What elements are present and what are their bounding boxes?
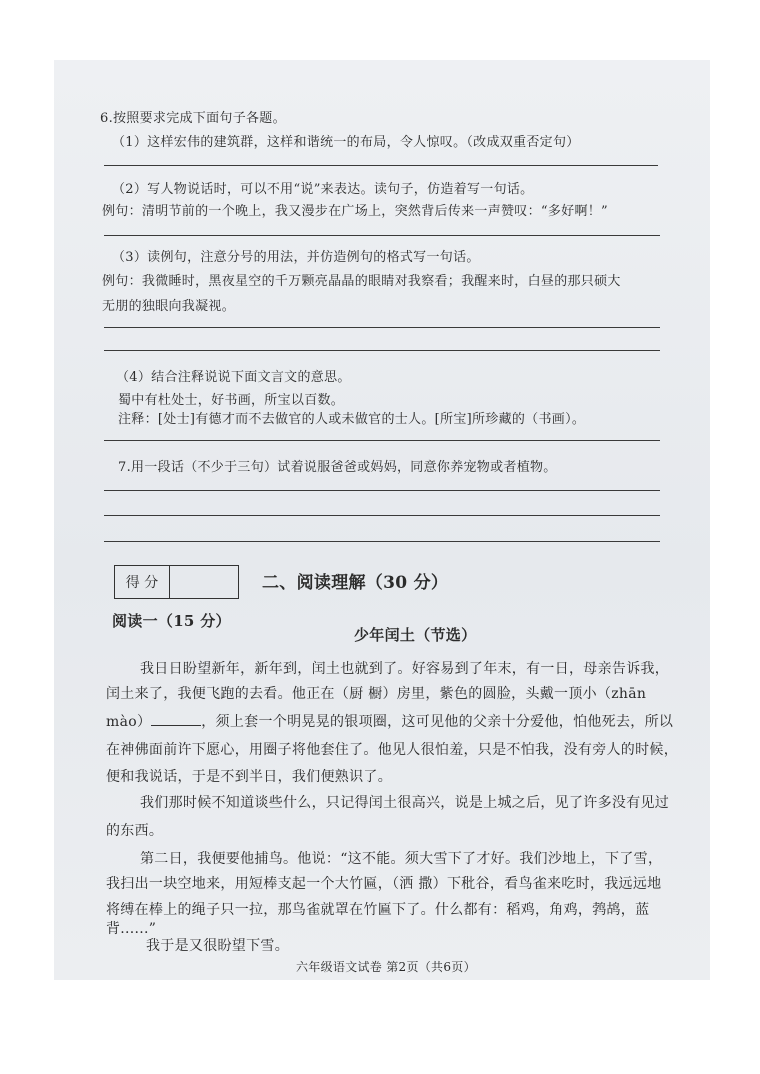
story-line: 第二日，我便要他捕鸟。他说：“这不能。须大雪下了才好。我们沙地上，下了雪， — [140, 851, 663, 867]
story-line: 我扫出一块空地来，用短棒支起一个大竹匾，（洒 撒）下秕谷，看鸟雀来吃时，我远远地 — [106, 876, 662, 892]
answer-line[interactable] — [104, 165, 658, 166]
answer-line[interactable] — [104, 515, 660, 516]
q6-sub3-example-line1: 例句：我微睡时，黑夜星空的千万颗亮晶晶的眼睛对我察看；我醒来时，白昼的那只硕大 — [102, 274, 621, 289]
q7-title: 7.用一段话（不少于三句）试着说服爸爸或妈妈，同意你养宠物或者植物。 — [118, 460, 557, 475]
fill-blank[interactable] — [151, 713, 201, 726]
q6-sub2-example: 例句：清明节前的一个晚上，我又漫步在广场上，突然背后传来一声赞叹：“多好啊！” — [102, 204, 608, 219]
q6-sub4-note: 注释：[处士]有德才而不去做官的人或未做官的士人。[所宝]所珍藏的（书画）。 — [118, 412, 586, 427]
score-box — [114, 565, 239, 599]
story-line: 闰土来了，我便飞跑的去看。他正在（厨 橱）房里，紫色的圆脸，头戴一顶小（zhān — [106, 686, 647, 702]
reading-label: 阅读一（15 分） — [112, 612, 231, 630]
story-line: 在神佛面前许下愿心，用圈子将他套住了。他见人很怕羞，只是不怕我，没有旁人的时候， — [106, 742, 678, 758]
story-line: 将缚在棒上的绳子只一拉，那鸟雀就罩在竹匾下了。什么都有：稻鸡，角鸡，鹁鸪，蓝 — [106, 902, 650, 918]
exam-paper — [54, 60, 710, 980]
q6-sub2: （2）写人物说话时，可以不用“说”来表达。读句子，仿造着写一句话。 — [112, 182, 534, 197]
answer-line[interactable] — [104, 350, 660, 351]
reading-title: 少年闰土（节选） — [354, 626, 477, 644]
story-line: 我们那时候不知道谈些什么，只记得闰土很高兴，说是上城之后，见了许多没有见过 — [140, 795, 670, 811]
score-label: 得 分 — [115, 566, 170, 598]
answer-line[interactable] — [104, 327, 660, 328]
q6-sub3: （3）读例句，注意分号的用法，并仿造例句的格式写一句话。 — [112, 250, 480, 265]
answer-line[interactable] — [104, 490, 660, 491]
section-title: 二、阅读理解（30 分） — [262, 573, 449, 593]
answer-line[interactable] — [104, 541, 660, 542]
pinyin-text: mào） — [106, 714, 152, 730]
story-line: 背......” — [106, 921, 157, 937]
q6-sub4-classical-text: 蜀中有杜处士，好书画，所宝以百数。 — [118, 393, 345, 408]
story-line: 我日日盼望新年，新年到，闰土也就到了。好容易到了年末，有一日，母亲告诉我， — [140, 661, 670, 677]
story-line: 我于是又很盼望下雪。 — [146, 938, 289, 954]
q6-sub3-example-line2: 无朋的独眼向我凝视。 — [102, 299, 236, 314]
q6-sub1: （1）这样宏伟的建筑群，这样和谐统一的布局，令人惊叹。（改成双重否定句） — [112, 135, 580, 150]
story-line: 便和我说话，于是不到半日，我们便熟识了。 — [106, 769, 392, 785]
answer-line[interactable] — [104, 235, 660, 236]
score-cell[interactable] — [169, 566, 238, 598]
answer-line[interactable] — [104, 440, 660, 441]
story-line: 的东西。 — [106, 823, 164, 839]
page-footer: 六年级语文试卷 第2页（共6页） — [296, 960, 476, 974]
story-line-text: ，须上套一个明晃晃的银项圈，这可见他的父亲十分爱他，怕他死去，所以 — [201, 714, 674, 730]
story-line — [106, 711, 673, 731]
q6-sub4: （4）结合注释说说下面文言文的意思。 — [116, 370, 351, 385]
q6-title: 6.按照要求完成下面句子各题。 — [100, 111, 286, 126]
